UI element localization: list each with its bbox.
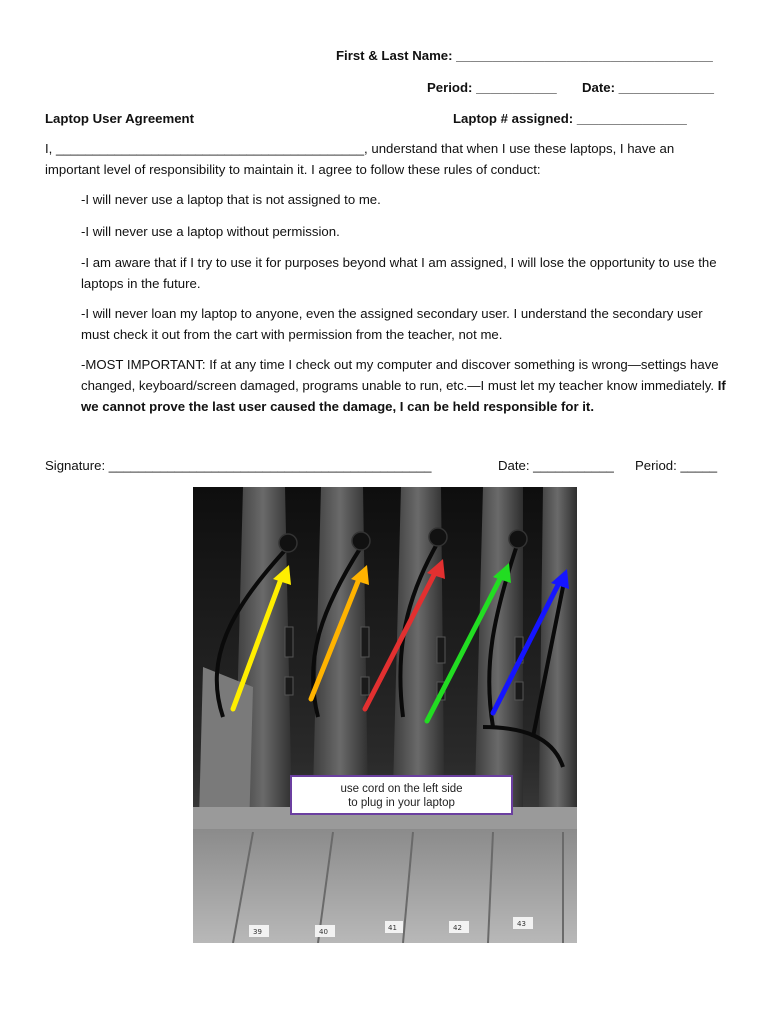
page-title: Laptop User Agreement	[45, 111, 194, 126]
period-field[interactable]: Period: ___________	[427, 80, 557, 95]
intro-line-2: important level of responsibility to maintain it. I agree to follow these rules of conduct:	[45, 162, 541, 177]
plug-icon	[352, 532, 370, 550]
slot-label: 40	[319, 928, 328, 936]
name-field[interactable]: First & Last Name: ___________________________________	[336, 48, 713, 63]
slot-label: 42	[453, 924, 462, 932]
signature-date-field[interactable]: Date: ___________	[498, 458, 614, 473]
signature-period-field[interactable]: Period: _____	[635, 458, 718, 473]
plug-icon	[509, 530, 527, 548]
laptop-cart-photo	[193, 487, 577, 943]
rule-item: -I am aware that if I try to use it for purposes beyond what I am assigned, I will lose the opportunity to use the laptops in the future.	[81, 255, 717, 291]
plug-icon	[429, 528, 447, 546]
slot-label: 43	[517, 920, 526, 928]
caption-line-2: to plug in your laptop	[348, 797, 455, 809]
laptop-number-field[interactable]: Laptop # assigned: _______________	[453, 111, 687, 126]
rule-item-important	[81, 354, 729, 417]
photo-caption	[290, 775, 513, 815]
important-text: -MOST IMPORTANT: If at any time I check out my computer and discover something is wrong—settings have changed, keyboard/screen damaged, programs unable to run, etc.—I must let my teacher know immediately.	[81, 357, 719, 393]
plug-icon	[279, 534, 297, 552]
slot-label: 41	[388, 924, 397, 932]
rule-item: -I will never use a laptop that is not assigned to me.	[81, 192, 381, 207]
important-bold-text: If we cannot prove the last user caused the damage, I can be held responsible for it.	[81, 378, 726, 414]
caption-line-1: use cord on the left side	[340, 783, 463, 795]
signature-field[interactable]: Signature: ____________________________________________	[45, 458, 432, 473]
rule-item: -I will never use a laptop without permission.	[81, 224, 340, 239]
intro-line-1: I, __________________________________________, understand that when I use these laptops, I have an	[45, 141, 675, 156]
rule-item: -I will never loan my laptop to anyone, even the assigned secondary user. I understand the secondary user must check it out from the cart with permission from the teacher, not me.	[81, 306, 703, 342]
slot-label: 39	[253, 928, 262, 936]
date-field[interactable]: Date: _____________	[582, 80, 714, 95]
